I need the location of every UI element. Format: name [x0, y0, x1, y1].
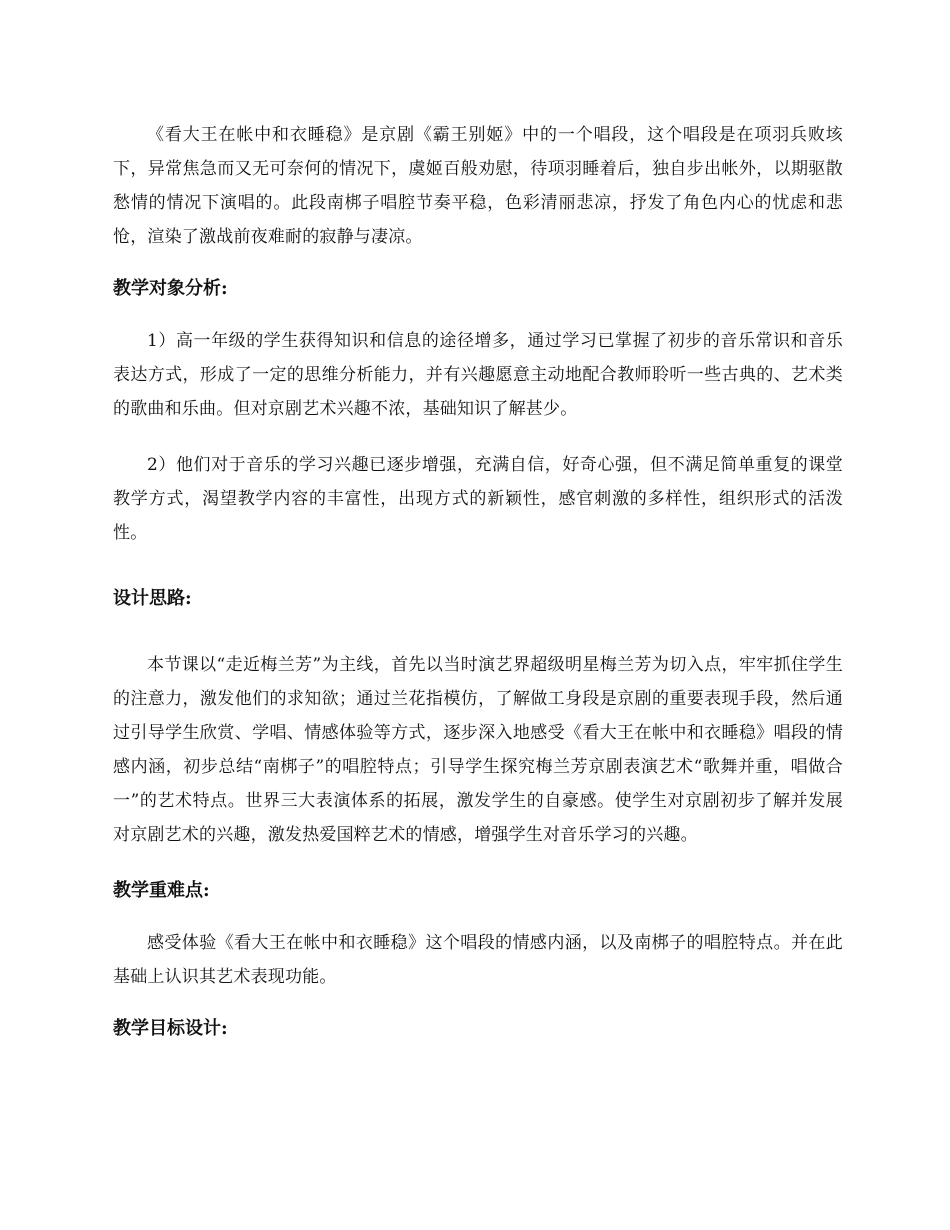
heading-key-difficulties: 教学重难点: — [113, 880, 210, 901]
spacer — [113, 994, 843, 1012]
spacer — [113, 616, 843, 648]
spacer — [113, 852, 843, 874]
spacer — [113, 306, 843, 324]
heading-teaching-object-analysis: 教学对象分析: — [113, 278, 228, 299]
heading-design-approach: 设计思路: — [113, 588, 192, 609]
spacer — [113, 908, 843, 926]
analysis-paragraph-2: 2）他们对于音乐的学习兴趣已逐步增强，充满自信，好奇心强，但不满足简单重复的课堂教学方式，渴望教学内容的丰富性，出现方式的新颖性，感官刺激的多样性，组织形式的活泼性。 — [113, 455, 843, 543]
analysis-paragraph-1: 1）高一年级的学生获得知识和信息的途径增多，通过学习已掌握了初步的音乐常识和音乐表达方式，形成了一定的思维分析能力，并有兴趣愿意主动地配合教师聆听一些古典的、艺术类的歌曲和乐曲。但对京剧艺术兴趣不浓，基础知识了解甚少。 — [113, 331, 843, 419]
spacer — [113, 550, 843, 582]
intro-paragraph: 《看大王在帐中和衣睡稳》是京剧《霸王别姬》中的一个唱段，这个唱段是在项羽兵败垓下，异常焦急而又无可奈何的情况下，虞姬百般劝慰，待项羽睡着后，独自步出帐外，以期驱散愁情的情况下演唱的。此段南梆子唱腔节奏平稳，色彩清丽悲凉，抒发了角色内心的忧虑和悲怆，渲染了激战前夜难耐的寂静与凄凉。 — [113, 125, 843, 247]
spacer — [113, 254, 843, 272]
document-page — [113, 118, 843, 1046]
difficulties-paragraph: 感受体验《看大王在帐中和衣睡稳》这个唱段的情感内涵，以及南梆子的唱腔特点。并在此基础上认识其艺术表现功能。 — [113, 933, 843, 987]
heading-teaching-goals: 教学目标设计: — [113, 1018, 228, 1039]
design-paragraph: 本节课以“走近梅兰芳”为主线，首先以当时演艺界超级明星梅兰芳为切入点，牢牢抓住学生的注意力，激发他们的求知欲；通过兰花指模仿，了解做工身段是京剧的重要表现手段，然后通过引导学生欣赏、学唱、情感体验等方式，逐步深入地感受《看大王在帐中和衣睡稳》唱段的情感内涵，初步总结“南梆子”的唱腔特点；引导学生探究梅兰芳京剧表演艺术“歌舞并重，唱做合一”的艺术特点。世界三大表演体系的拓展，激发学生的自豪感。使学生对京剧初步了解并发展对京剧艺术的兴趣，激发热爱国粹艺术的情感，增强学生对音乐学习的兴趣。 — [113, 655, 843, 845]
spacer — [113, 426, 843, 448]
